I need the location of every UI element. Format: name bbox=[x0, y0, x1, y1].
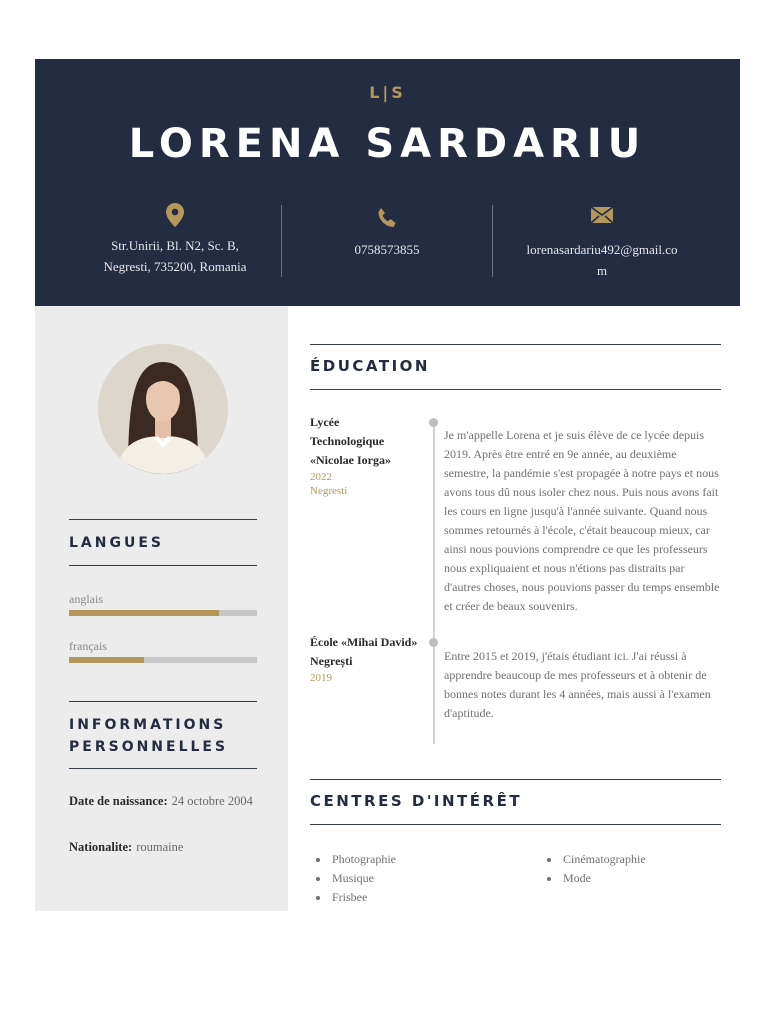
education-description: Entre 2015 et 2019, j'étais étudiant ici. J'ai réussi à apprendre beaucoup de mes professeurs et à obtenir de bonnes notes durant les 4 années, mais aussi à l'examen d'aptitude. bbox=[444, 649, 711, 720]
nationality-label: Nationalite: bbox=[69, 840, 133, 854]
birth-date-label: Date de naissance: bbox=[69, 794, 168, 808]
personal-info-title-line-1: INFORMATIONS bbox=[69, 717, 227, 733]
language-level-bar bbox=[69, 610, 257, 616]
education-year: 2022 bbox=[310, 471, 332, 483]
profile-photo bbox=[98, 344, 228, 474]
contact-divider bbox=[492, 205, 493, 277]
school-name-line: «Nicolae Iorga» bbox=[310, 453, 391, 467]
language-label: français bbox=[69, 639, 107, 653]
languages-title: LANGUES bbox=[69, 535, 164, 551]
contact-email bbox=[517, 207, 687, 281]
school-name-line: École «Mihai David» bbox=[310, 635, 418, 649]
monogram: L|S bbox=[369, 83, 406, 102]
section-rule bbox=[310, 344, 721, 345]
phone-icon bbox=[297, 207, 477, 233]
address-line-2: Negresti, 735200, Romania bbox=[103, 259, 247, 274]
section-rule bbox=[310, 779, 721, 780]
interest-item: • Musique bbox=[330, 869, 396, 888]
birth-date-row bbox=[69, 794, 253, 809]
education-entry-school bbox=[310, 633, 430, 685]
email-line-1[interactable]: lorenasardariu492@gmail.co bbox=[526, 242, 678, 257]
interest-item: • Mode bbox=[561, 869, 646, 888]
full-name: LORENA SARDARIU bbox=[128, 121, 647, 167]
timeline-line bbox=[433, 422, 435, 744]
interests-list bbox=[541, 850, 646, 888]
section-rule bbox=[310, 824, 721, 825]
contact-divider bbox=[281, 205, 282, 277]
education-city: Negresti bbox=[310, 485, 348, 497]
location-pin-icon bbox=[75, 203, 275, 229]
section-rule bbox=[69, 701, 257, 702]
personal-info-title-line-2: PERSONNELLES bbox=[69, 739, 229, 755]
education-title: ÉDUCATION bbox=[310, 357, 430, 375]
section-rule bbox=[69, 565, 257, 566]
section-rule bbox=[69, 768, 257, 769]
language-label: anglais bbox=[69, 592, 103, 606]
interest-item: • Frisbee bbox=[330, 888, 396, 907]
language-level-bar bbox=[69, 657, 257, 663]
school-name-line: Technologique bbox=[310, 434, 385, 448]
education-description: Je m'appelle Lorena et je suis élève de ce lycée depuis 2019. Après être entré en 9e année, au deuxième semestre, la pandémie s'est propagée à notre pays et nous avons tous dû nous isoler chez nous. Puis nous avons fait les cours en ligne jusqu'à l'année suivante. Quand nous sommes retournés à l'école, c'était beaucoup mieux, car ainsi nous pouvions comprendre ce que les professeurs nous expliquaient et nous n'étions pas distraits par d'autres choses, nous pouvions passer du temps ensemble et créer de beaux souvenirs. bbox=[444, 428, 720, 613]
birth-date-value: 24 octobre 2004 bbox=[171, 794, 253, 808]
timeline-dot bbox=[429, 638, 438, 647]
timeline-dot bbox=[429, 418, 438, 427]
education-entry-school bbox=[310, 413, 422, 498]
interest-item: • Cinématographie bbox=[561, 850, 646, 869]
contact-phone bbox=[297, 207, 477, 260]
language-level-fill bbox=[69, 610, 219, 616]
contact-address bbox=[75, 203, 275, 277]
school-name-line: Negrești bbox=[310, 654, 353, 668]
interests-list bbox=[310, 850, 396, 907]
school-name-line: Lycée bbox=[310, 415, 340, 429]
interests-title: CENTRES D'INTÉRÊT bbox=[310, 792, 523, 810]
nationality-value: roumaine bbox=[136, 840, 184, 854]
address-line-1: Str.Unirii, Bl. N2, Sc. B, bbox=[111, 238, 239, 253]
personal-info-title bbox=[69, 714, 228, 758]
email-line-2[interactable]: m bbox=[596, 263, 608, 278]
nationality-row bbox=[69, 840, 183, 855]
phone-number[interactable]: 0758573855 bbox=[354, 242, 420, 257]
envelope-icon bbox=[517, 207, 687, 233]
section-rule bbox=[310, 389, 721, 390]
education-year: 2019 bbox=[310, 672, 332, 684]
interest-item: • Photographie bbox=[330, 850, 396, 869]
header-banner bbox=[35, 59, 740, 306]
section-rule bbox=[69, 519, 257, 520]
sidebar bbox=[35, 306, 288, 911]
language-level-fill bbox=[69, 657, 144, 663]
